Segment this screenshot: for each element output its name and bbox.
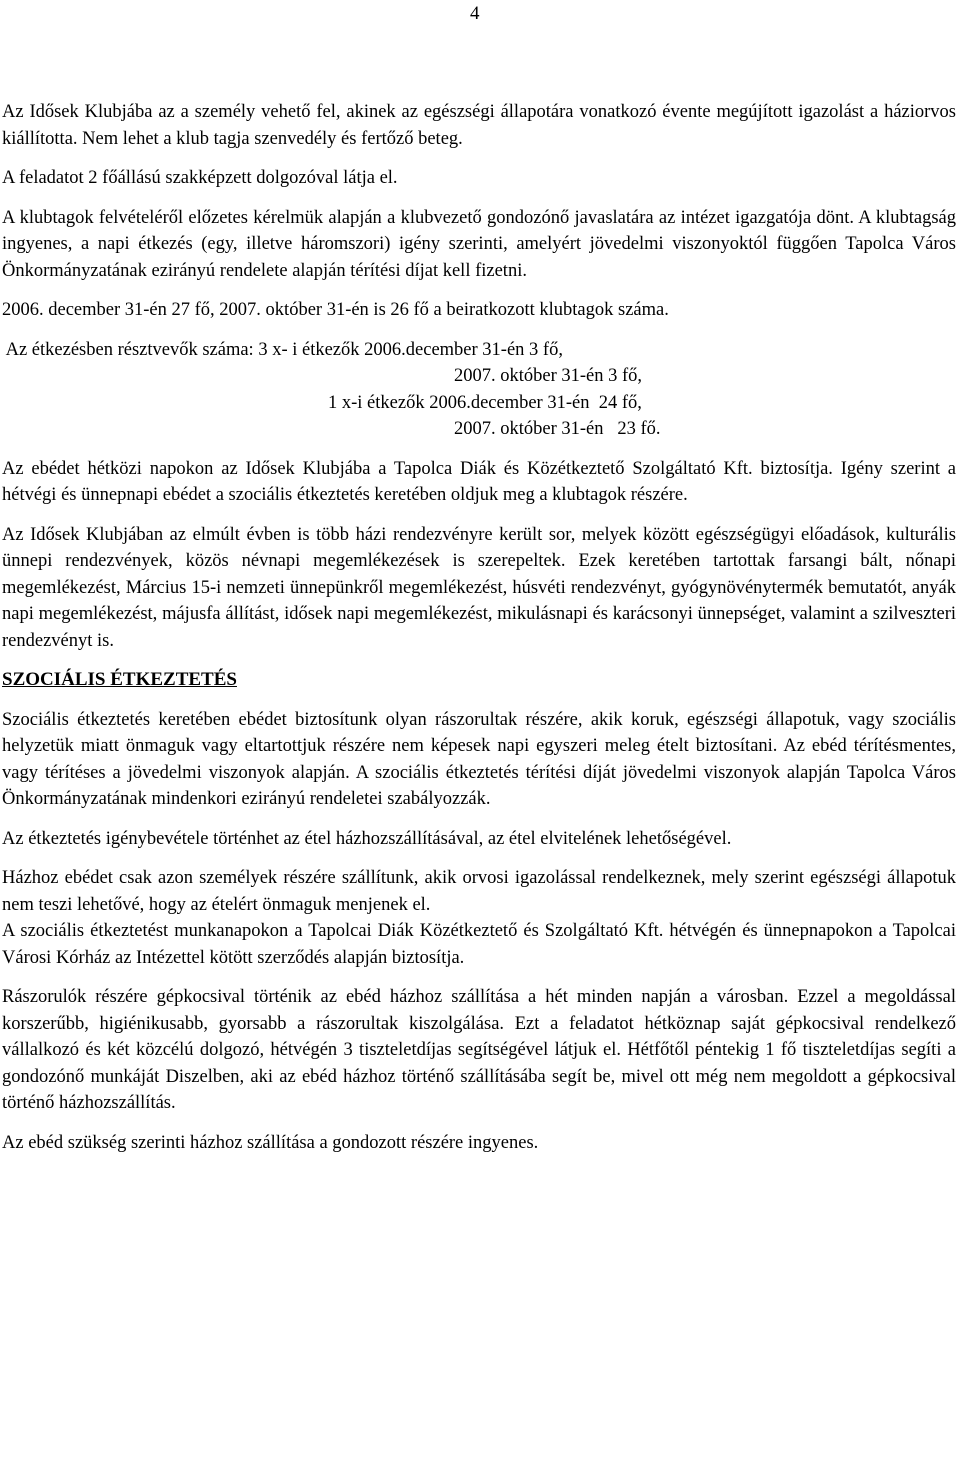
document-body [2,99,956,1156]
paragraph-social-catering: Szociális étkeztetés keretében ebédet biztosítunk olyan rászorultak részére, akik koruk, egészségi állapotuk, vagy szociális helyzetük miatt önmaguk vagy eltartottjuk részére nem képesek napi egyszeri meleg ételt biztosítani. Az ebéd térítésmentes, vagy térítéses a jövedelmi viszonyok alapján. A szociális étkeztetés térítési díját jövedelmi viszonyok alapján Tapolca Város Önkormányzatának mindenkori ezirányú rendeletei szabályozzák. [2,709,956,809]
meal-participants-block [2,337,956,443]
paragraph-events: Az Idősek Klubjában az elmúlt évben is több házi rendezvényre került sor, melyek között egészségügyi előadások, kulturális ünnepi rendezvények, közös névnapi megemlékezések is szerepeltek. Ezek keretében tartottak farsangi bált, nőnapi megemlékezést, Március 15-i nemzeti ünnepünkről megemlékezést, húsvéti rendezvényt, gyógynövénytermék bemutatót, anyák napi megemlékezést, májusfa állítást, idősek napi megemlékezést, mikulásnapi és karácsonyi ünnepséget, valamint a szilveszteri rendezvényt is. [2,524,956,651]
meal-line: 2007. október 31-én 23 fő. [454,419,661,439]
paragraph-providers: A szociális étkeztetést munkanapokon a Tapolcai Diák Közétkeztető és Szolgáltató Kft. hétvégén és ünnepnapokon a Tapolcai Városi Kórház az Intézettel kötött szerződés alapján biztosítja. [2,921,956,968]
section-heading: SZOCIÁLIS ÉTKEZTETÉS [2,669,237,690]
paragraph-vehicle-delivery: Rászorulók részére gépkocsival történik az ebéd házhoz szállítása a hét minden napján a városban. Ezzel a megoldással korszerűbb, higiénikusabb, gyorsabb a rászorultak kiszolgálása. Ezt a feladatot hétköznap saját gépkocsival rendelkező vállalkozó és két közcélú dolgozó, hétvégén 3 tiszteletdíjas segítségével látjuk el. Hétfőtől péntekig 1 fő tiszteletdíjas segíti a gondozónő munkáját Diszelben, aki az ebéd házhoz történő szállításába segít be, mivel ott még nem megoldott a gépkocsival történő házhozszállítás. [2,987,956,1113]
paragraph-membership: A klubtagok felvételéről előzetes kérelmük alapján a klubvezető gondozónő javaslatára az intézet igazgatója dönt. A klubtagság ingyenes, a napi étkezés (egy, illetve háromszori) igény szerinti, amelyért jövedelmi viszonyoktól függően Tapolca Város Önkormányzatának ezirányú rendelete alapján térítési díjat kell fizetni. [2,207,956,281]
meal-line: Az étkezésben résztvevők száma: 3 x- i étkezők 2006.december 31-én 3 fő, [2,339,563,360]
paragraph-member-count: 2006. december 31-én 27 fő, 2007. október 31-én is 26 fő a beiratkozott klubtagok száma. [2,300,669,320]
paragraph-admission: Az Idősek Klubjába az a személy vehető fel, akinek az egészségi állapotára vonatkozó évente megújított igazolást a háziorvos kiállította. Nem lehet a klub tagja szenvedély és fertőző beteg. [2,102,956,149]
paragraph-lunch: Az ebédet hétközi napokon az Idősek Klubjába a Tapolca Diák és Közétkeztető Szolgáltató Kft. biztosítja. Igény szerint a hétvégi és ünnepnapi ebédet a szociális étkeztetés keretében oldjuk meg a klubtagok részére. [2,458,956,505]
meal-line: 2007. október 31-én 3 fő, [454,366,643,386]
meal-line: 1 x-i étkezők 2006.december 31-én 24 fő, [328,392,642,413]
paragraph-free-delivery: Az ebéd szükség szerinti házhoz szállítása a gondozott részére ingyenes. [2,1132,539,1153]
paragraph-home-delivery: Házhoz ebédet csak azon személyek részére szállítunk, akik orvosi igazolással rendelkeznek, mely szerint egészségi állapotuk nem teszi lehetővé, hogy az ételért önmaguk menjenek el. [2,868,956,915]
paragraph-catering-options: Az étkeztetés igénybevétele történhet az étel házhozszállításával, az étel elvitelének lehetőségével. [2,828,732,849]
paragraph-staff: A feladatot 2 főállású szakképzett dolgozóval látja el. [2,168,398,188]
page-number: 4 [470,3,480,24]
